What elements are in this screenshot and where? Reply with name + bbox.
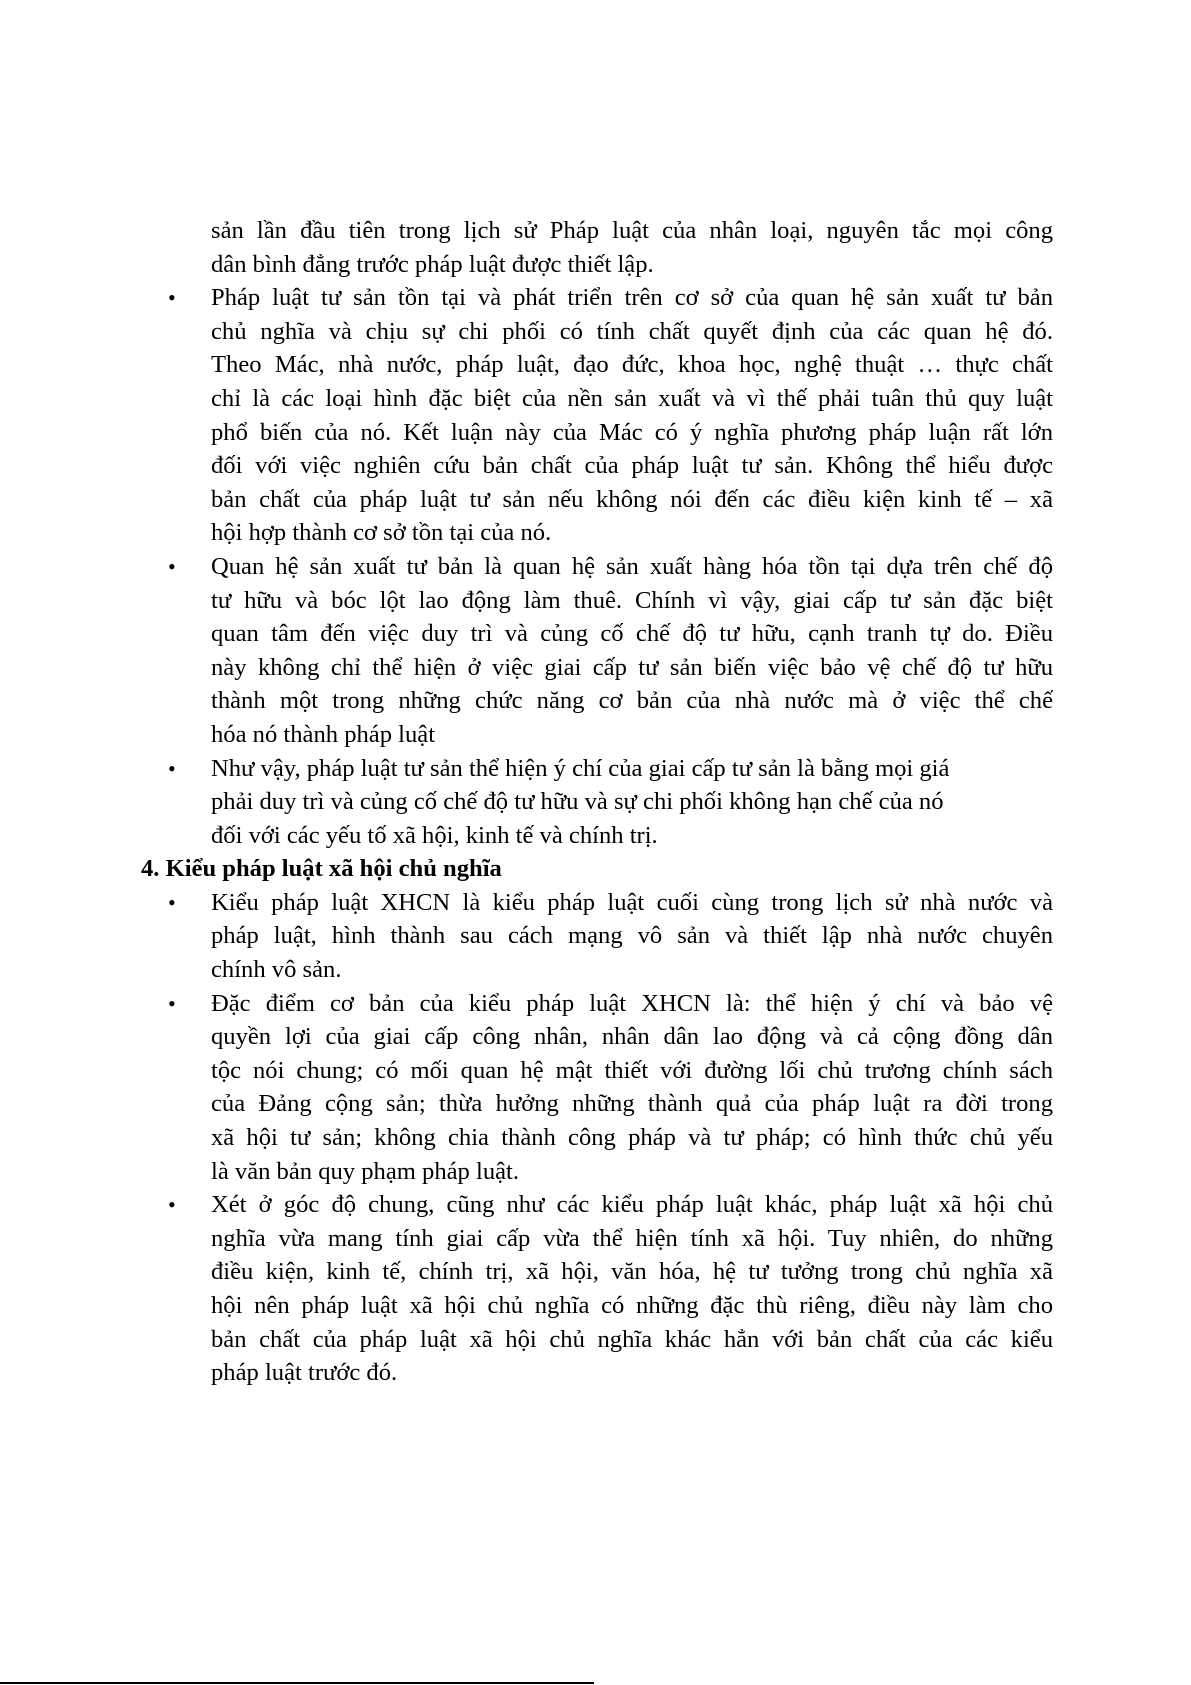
text-line-row [0, 1289, 1191, 1323]
text-line-row [0, 886, 1191, 920]
bullet-icon: • [168, 990, 176, 1016]
text-line: hội hợp thành cơ sở tồn tại của nó. [211, 519, 552, 547]
text-line-row [0, 1255, 1191, 1289]
document-page [0, 214, 1191, 1390]
bullet-icon: • [168, 755, 176, 781]
text-line: hóa nó thành pháp luật [211, 720, 436, 748]
text-line-row [0, 550, 1191, 584]
text-line-row [0, 449, 1191, 483]
text-line: xã hội tư sản; không chia thành công pháp và tư pháp; có hình thức chủ yếu [211, 1124, 1053, 1152]
text-line: này không chỉ thể hiện ở việc giai cấp tư sản biến việc bảo vệ chế độ tư hữu [211, 653, 1053, 681]
text-line-row [0, 785, 1191, 819]
text-line-row [0, 584, 1191, 618]
text-line: bản chất của pháp luật xã hội chủ nghĩa khác hẳn với bản chất của các kiểu [211, 1325, 1053, 1353]
text-line-row [0, 248, 1191, 282]
text-line-row [0, 718, 1191, 752]
text-line-row [0, 1155, 1191, 1189]
text-line: sản lần đầu tiên trong lịch sử Pháp luật của nhân loại, nguyên tắc mọi công [211, 217, 1053, 244]
text-line: của Đảng cộng sản; thừa hưởng những thành quả của pháp luật ra đời trong [211, 1090, 1053, 1118]
text-line: thành một trong những chức năng cơ bản của nhà nước mà ở việc thể chế [211, 687, 1053, 715]
text-line-row [0, 684, 1191, 718]
text-line: là văn bản quy phạm pháp luật. [211, 1157, 520, 1185]
text-line-row [0, 1054, 1191, 1088]
bullet-item [0, 550, 1191, 752]
bullet-icon: • [168, 889, 176, 915]
text-line-row [0, 483, 1191, 517]
text-line-row [0, 953, 1191, 987]
text-line: đối với các yếu tố xã hội, kinh tế và chính trị. [211, 821, 658, 849]
bullet-item [0, 281, 1191, 550]
text-line-row [0, 617, 1191, 651]
text-line-row [0, 214, 1191, 248]
text-line-row [0, 382, 1191, 416]
text-line-row [0, 651, 1191, 685]
text-line-row [0, 852, 1191, 886]
text-line: Xét ở góc độ chung, cũng như các kiểu pháp luật khác, pháp luật xã hội chủ [211, 1191, 1053, 1219]
text-line-row [0, 416, 1191, 450]
text-line: bản chất của pháp luật tư sản nếu không nói đến các điều kiện kinh tế – xã [211, 485, 1053, 513]
bullet-icon: • [168, 553, 176, 579]
section-heading [0, 852, 1191, 886]
text-line: Pháp luật tư sản tồn tại và phát triển trên cơ sở của quan hệ sản xuất tư bản [211, 284, 1053, 312]
text-line: pháp luật, hình thành sau cách mạng vô sản và thiết lập nhà nước chuyên [211, 922, 1053, 950]
text-line: Quan hệ sản xuất tư bản là quan hệ sản xuất hàng hóa tồn tại dựa trên chế độ [211, 552, 1053, 580]
bullet-icon: • [168, 1192, 176, 1218]
text-line: đối với việc nghiên cứu bản chất của pháp luật tư sản. Không thể hiểu được [211, 452, 1053, 480]
text-line-row [0, 819, 1191, 853]
text-line: pháp luật trước đó. [211, 1359, 398, 1387]
text-line: quan tâm đến việc duy trì và củng cố chế độ tư hữu, cạnh tranh tự do. Điều [211, 620, 1053, 648]
text-line-row [0, 1222, 1191, 1256]
text-line-row [0, 1121, 1191, 1155]
bullet-item [0, 752, 1191, 853]
text-line-row [0, 1323, 1191, 1357]
text-line: dân bình đẳng trước pháp luật được thiết lập. [211, 250, 654, 278]
text-line-row [0, 315, 1191, 349]
text-line: tộc nói chung; có mối quan hệ mật thiết với đường lối chủ trương chính sách [211, 1056, 1053, 1084]
text-line: điều kiện, kinh tế, chính trị, xã hội, văn hóa, hệ tư tưởng trong chủ nghĩa xã [211, 1258, 1053, 1286]
text-line-row [0, 987, 1191, 1021]
text-line-row [0, 1087, 1191, 1121]
text-line-row [0, 1356, 1191, 1390]
text-line: nghĩa vừa mang tính giai cấp vừa thể hiện tính xã hội. Tuy nhiên, do những [211, 1224, 1053, 1252]
text-line: phổ biến của nó. Kết luận này của Mác có ý nghĩa phương pháp luận rất lớn [211, 418, 1053, 446]
paragraph-continuation [0, 214, 1191, 281]
bullet-icon: • [168, 285, 176, 311]
text-line: Kiểu pháp luật XHCN là kiểu pháp luật cuối cùng trong lịch sử nhà nước và [211, 888, 1053, 916]
bullet-item [0, 987, 1191, 1189]
text-line: chủ nghĩa và chịu sự chi phối có tính chất quyết định của các quan hệ đó. [211, 317, 1053, 345]
text-line-row [0, 516, 1191, 550]
heading-text: 4. Kiểu pháp luật xã hội chủ nghĩa [141, 855, 502, 883]
text-line-row [0, 1020, 1191, 1054]
text-line: quyền lợi của giai cấp công nhân, nhân dân lao động và cả cộng đồng dân [211, 1023, 1053, 1051]
bullet-item [0, 1188, 1191, 1390]
text-line: chính vô sản. [211, 956, 342, 984]
text-line-row [0, 919, 1191, 953]
text-line: Theo Mác, nhà nước, pháp luật, đạo đức, khoa học, nghệ thuật … thực chất [211, 351, 1053, 379]
text-line: chỉ là các loại hình đặc biệt của nền sản xuất và vì thế phải tuân thủ quy luật [211, 384, 1053, 412]
text-line: phải duy trì và củng cố chế độ tư hữu và sự chi phối không hạn chế của nó [211, 788, 944, 816]
text-line: Đặc điểm cơ bản của kiểu pháp luật XHCN là: thể hiện ý chí và bảo vệ [211, 989, 1053, 1017]
text-line-row [0, 1188, 1191, 1222]
text-line-row [0, 348, 1191, 382]
text-line: hội nên pháp luật xã hội chủ nghĩa có những đặc thù riêng, điều này làm cho [211, 1292, 1053, 1319]
text-line: Như vậy, pháp luật tư sản thể hiện ý chí của giai cấp tư sản là bằng mọi giá [211, 754, 950, 782]
text-line-row [0, 752, 1191, 786]
text-line: tư hữu và bóc lột lao động làm thuê. Chính vì vậy, giai cấp tư sản đặc biệt [211, 586, 1053, 614]
footer-rule [0, 1682, 594, 1684]
bullet-item [0, 886, 1191, 987]
text-line-row [0, 281, 1191, 315]
